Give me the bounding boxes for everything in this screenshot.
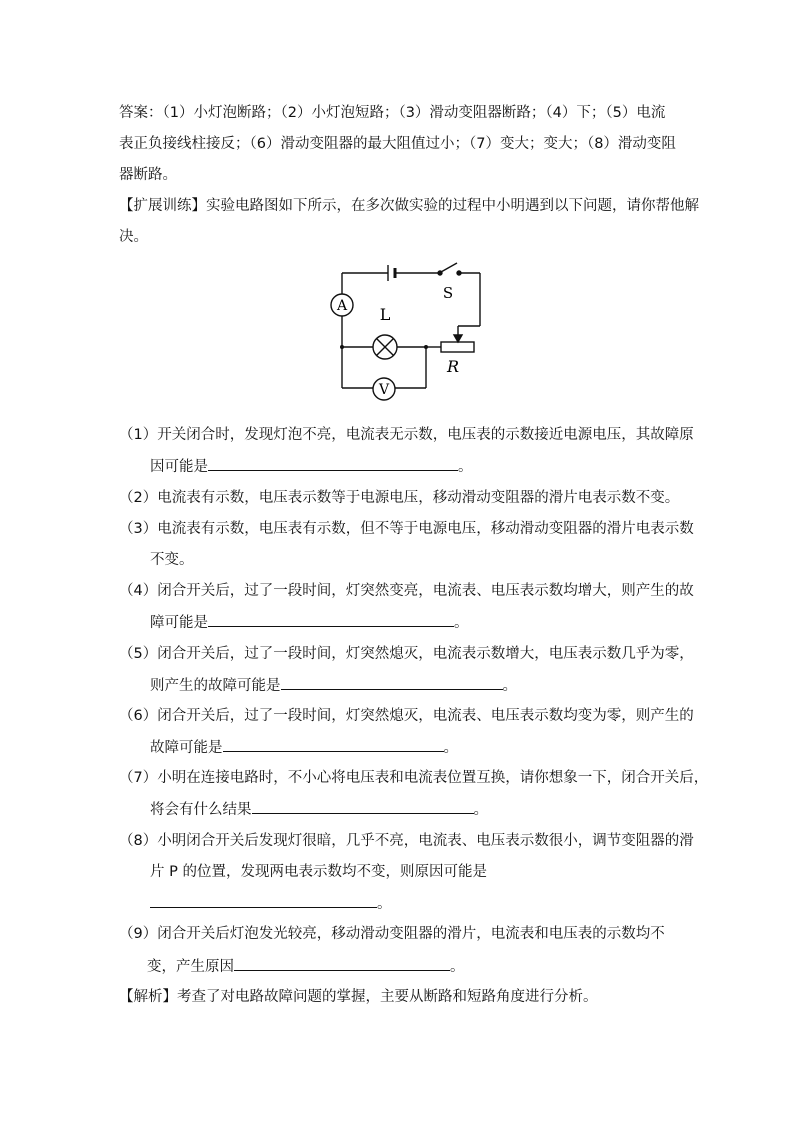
period: 。 [443, 740, 458, 756]
question-4-prompt: 障可能是 [150, 615, 208, 631]
answer-blank-4[interactable] [208, 612, 454, 627]
period: 。 [458, 459, 473, 475]
question-1-prompt: 因可能是 [150, 459, 208, 475]
answer-blank-9[interactable] [234, 956, 450, 971]
question-3-line-1: （3）电流表有示数，电压表有示数，但不等于电源电压，移动滑动变阻器的滑片电表示数 [119, 521, 694, 537]
question-4-line-2 [150, 612, 469, 633]
question-7-line-2 [150, 799, 488, 820]
slider-arrow-head [454, 335, 462, 342]
question-8-line-3 [150, 893, 392, 914]
question-6-prompt: 故障可能是 [150, 740, 223, 756]
question-4-line-1: （4）闭合开关后，过了一段时间，灯突然变亮，电流表、电压表示数均增大，则产生的故 [119, 583, 694, 599]
rheostat-label: R [446, 357, 460, 376]
junction-right [424, 345, 428, 349]
period: 。 [377, 896, 392, 912]
question-9-line-2 [147, 956, 465, 977]
question-5-line-1: （5）闭合开关后，过了一段时间，灯突然熄灭，电流表示数增大，电压表示数几乎为零， [119, 646, 694, 662]
question-3-line-2: 不变。 [150, 552, 194, 568]
answer-blank-8[interactable] [150, 893, 377, 908]
answer-blank-6[interactable] [223, 737, 444, 752]
answer-line-3: 器断路。 [119, 167, 177, 183]
analysis-line: 【解析】考查了对电路故障问题的掌握，主要从断路和短路角度进行分析。 [119, 989, 598, 1005]
question-9-prompt: 变，产生原因 [147, 959, 234, 975]
extension-line-2: 决。 [119, 229, 148, 245]
rheostat-body [441, 342, 474, 352]
question-7-line-1: （7）小明在连接电路时，不小心将电压表和电流表位置互换，请你想象一下，闭合开关后， [119, 770, 709, 786]
switch-blade [441, 263, 457, 272]
question-8-line-1: （8）小明闭合开关后发现灯很暗，几乎不亮，电流表、电压表示数很小，调节变阻器的滑 [119, 833, 694, 849]
answer-blank-7[interactable] [252, 799, 474, 814]
voltmeter-label: V [378, 382, 390, 398]
question-1-line-1: （1）开关闭合时，发现灯泡不亮，电流表无示数，电压表的示数接近电源电压，其故障原 [119, 427, 694, 443]
answer-line-1: 答案：（1）小灯泡断路；（2）小灯泡短路；（3）滑动变阻器断路；（4）下；（5）电流 [119, 105, 666, 121]
switch-label: S [442, 284, 454, 302]
switch-contact-right [457, 271, 461, 275]
question-6-line-2 [150, 737, 458, 758]
lamp-label: L [379, 305, 391, 324]
period: 。 [450, 959, 465, 975]
period: 。 [473, 802, 488, 818]
question-1-line-2 [150, 456, 473, 477]
period: 。 [454, 615, 469, 631]
question-8-line-2: 片 P 的位置，发现两电表示数均不变，则原因可能是 [150, 864, 487, 880]
junction-left [340, 345, 344, 349]
answer-line-2: 表正负接线柱接反；（6）滑动变阻器的最大阻值过小；（7）变大；变大；（8）滑动变阻 [119, 136, 676, 152]
answer-blank-1[interactable] [208, 456, 458, 471]
question-9-line-1: （9）闭合开关后灯泡发光较亮，移动滑动变阻器的滑片，电流表和电压表的示数均不 [119, 926, 665, 942]
question-2-line-1: （2）电流表有示数，电压表示数等于电源电压，移动滑动变阻器的滑片电表示数不变。 [119, 490, 680, 506]
question-5-prompt: 则产生的故障可能是 [150, 678, 281, 694]
ammeter-label: A [336, 298, 348, 314]
question-6-line-1: （6）闭合开关后，过了一段时间，灯突然熄灭，电流表、电压表示数均变为零，则产生的 [119, 708, 694, 724]
extension-line-1: 【扩展训练】实验电路图如下所示，在多次做实验的过程中小明遇到以下问题，请你帮他解 [119, 198, 699, 214]
question-7-prompt: 将会有什么结果 [150, 802, 252, 818]
circuit-diagram [320, 258, 490, 408]
answer-blank-5[interactable] [281, 675, 503, 690]
question-5-line-2 [150, 675, 517, 696]
period: 。 [502, 678, 517, 694]
